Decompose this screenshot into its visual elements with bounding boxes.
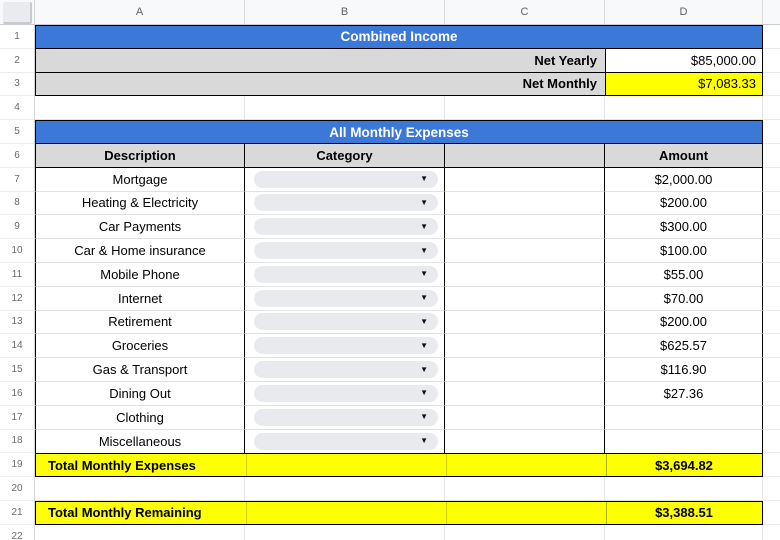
expense-row [35,334,780,358]
empty-cell[interactable] [763,120,780,144]
row-header-16[interactable]: 16 [0,382,34,406]
description-cell[interactable]: Car & Home insurance [35,239,245,263]
category-dropdown[interactable] [254,409,438,426]
dropdown-arrow-icon: ▼ [420,340,428,350]
expense-row [35,430,780,454]
row-header-1[interactable]: 1 [0,25,34,49]
empty-cell[interactable] [445,430,605,454]
expense-row [35,406,780,430]
divider [246,454,247,476]
empty-cell[interactable] [445,525,605,540]
row-header-10[interactable]: 10 [0,239,34,263]
dropdown-arrow-icon: ▼ [420,388,428,398]
empty-cell[interactable] [35,525,245,540]
row-4 [35,96,780,120]
empty-cell[interactable] [763,144,780,168]
empty-cell[interactable] [763,453,780,477]
empty-cell[interactable] [763,263,780,287]
category-dropdown[interactable] [254,433,438,450]
dropdown-arrow-icon: ▼ [420,412,428,422]
description-cell[interactable]: Internet [35,287,245,311]
row-5 [35,120,780,144]
row-22 [35,525,780,540]
column-header-strip [0,0,780,25]
empty-cell[interactable] [763,49,780,73]
amount-cell[interactable]: $116.90 [605,358,763,382]
sheet-body [0,25,780,540]
row-header-8[interactable]: 8 [0,192,34,216]
amount-cell[interactable] [605,406,763,430]
description-cell[interactable]: Car Payments [35,215,245,239]
row-header-9[interactable]: 9 [0,215,34,239]
description-cell[interactable]: Groceries [35,334,245,358]
empty-cell[interactable] [35,96,245,120]
row-2 [35,49,780,73]
row-header-22[interactable]: 22 [0,525,34,540]
expense-row [35,239,780,263]
category-cell [245,406,445,430]
empty-cell[interactable] [763,168,780,192]
empty-cell[interactable] [763,358,780,382]
category-cell [245,263,445,287]
row-20 [35,477,780,501]
category-dropdown[interactable] [254,385,438,402]
row-header-18[interactable]: 18 [0,430,34,454]
divider [606,454,607,476]
row-header-13[interactable]: 13 [0,311,34,335]
expense-row [35,287,780,311]
expense-row [35,215,780,239]
empty-cell[interactable] [445,263,605,287]
empty-cell[interactable] [763,287,780,311]
row-header-17[interactable]: 17 [0,406,34,430]
row-header-6[interactable]: 6 [0,144,34,168]
empty-cell[interactable] [763,192,780,216]
row-header-gutter [0,25,35,540]
dropdown-arrow-icon: ▼ [420,436,428,446]
row-header-15[interactable]: 15 [0,358,34,382]
category-dropdown[interactable] [254,337,438,354]
empty-cell[interactable] [763,311,780,335]
dropdown-arrow-icon: ▼ [420,245,428,255]
empty-cell[interactable] [445,406,605,430]
expense-row [35,263,780,287]
empty-cell[interactable] [445,215,605,239]
empty-cell[interactable] [35,477,245,501]
row-1 [35,25,780,49]
expenses-title-cell[interactable]: All Monthly Expenses [35,120,763,144]
row-header-2[interactable]: 2 [0,49,34,73]
select-all-button[interactable] [0,0,35,24]
description-cell[interactable]: Gas & Transport [35,358,245,382]
description-cell[interactable]: Clothing [35,406,245,430]
select-all-corner-icon [3,2,32,24]
category-cell [245,311,445,335]
divider [446,502,447,524]
empty-cell[interactable] [763,25,780,49]
empty-cell[interactable] [445,239,605,263]
amount-cell[interactable]: $100.00 [605,239,763,263]
empty-cell[interactable] [763,96,780,120]
row-header-11[interactable]: 11 [0,263,34,287]
column-header-a[interactable]: A [35,0,245,24]
empty-cell[interactable] [445,311,605,335]
empty-cell[interactable] [445,358,605,382]
category-cell [245,215,445,239]
total-expenses-label-cell[interactable]: Total Monthly Expenses [48,457,196,473]
empty-cell[interactable] [605,96,763,120]
column-header-c[interactable]: C [445,0,605,24]
combined-income-title-cell[interactable]: Combined Income [35,25,763,49]
blank-header-cell[interactable] [445,144,605,168]
net-yearly-value-cell[interactable]: $85,000.00 [605,49,763,73]
empty-cell[interactable] [763,73,780,97]
category-cell [245,358,445,382]
empty-cell[interactable] [245,477,445,501]
description-header-cell[interactable]: Description [35,144,245,168]
description-cell[interactable]: Mobile Phone [35,263,245,287]
empty-cell[interactable] [245,96,445,120]
empty-cell[interactable] [763,525,780,540]
divider [606,502,607,524]
empty-cell[interactable] [445,477,605,501]
category-cell [245,382,445,406]
category-cell [245,287,445,311]
expense-row [35,192,780,216]
empty-cell[interactable] [445,96,605,120]
amount-cell[interactable]: $625.57 [605,334,763,358]
empty-cell[interactable] [445,192,605,216]
row-header-20[interactable]: 20 [0,477,34,501]
total-expenses-row [35,453,763,477]
row-header-14[interactable]: 14 [0,334,34,358]
amount-cell[interactable]: $200.00 [605,311,763,335]
empty-cell[interactable] [605,525,763,540]
row-21 [35,501,780,525]
description-cell[interactable]: Dining Out [35,382,245,406]
divider [446,454,447,476]
empty-cell[interactable] [763,501,780,525]
net-monthly-label-cell[interactable]: Net Monthly [35,73,605,97]
row-header-19[interactable]: 19 [0,453,34,477]
category-header-cell[interactable]: Category [245,144,445,168]
amount-cell[interactable]: $300.00 [605,215,763,239]
empty-cell[interactable] [763,215,780,239]
dropdown-arrow-icon: ▼ [420,197,428,207]
row-header-5[interactable]: 5 [0,120,34,144]
category-cell [245,168,445,192]
description-cell[interactable]: Retirement [35,311,245,335]
amount-cell[interactable]: $55.00 [605,263,763,287]
cell-grid [35,25,780,540]
net-yearly-label-cell[interactable]: Net Yearly [35,49,605,73]
row-header-7[interactable]: 7 [0,168,34,192]
amount-cell[interactable]: $200.00 [605,192,763,216]
row-6 [35,144,780,168]
amount-cell[interactable]: $27.36 [605,382,763,406]
empty-cell[interactable] [445,334,605,358]
category-dropdown[interactable] [254,266,438,283]
category-dropdown[interactable] [254,290,438,307]
expense-row [35,168,780,192]
column-header-b[interactable]: B [245,0,445,24]
category-dropdown[interactable] [254,218,438,235]
empty-cell[interactable] [763,430,780,454]
empty-cell[interactable] [763,382,780,406]
row-header-12[interactable]: 12 [0,287,34,311]
category-dropdown[interactable] [254,313,438,330]
category-dropdown[interactable] [254,242,438,259]
dropdown-arrow-icon: ▼ [420,221,428,231]
total-expenses-value-cell[interactable]: $3,694.82 [655,457,713,473]
empty-cell[interactable] [445,168,605,192]
total-remaining-label-cell[interactable]: Total Monthly Remaining [48,505,202,521]
dropdown-arrow-icon: ▼ [420,293,428,303]
dropdown-arrow-icon: ▼ [420,364,428,374]
row-header-4[interactable]: 4 [0,96,34,120]
column-header-d[interactable]: D [605,0,763,24]
empty-cell[interactable] [445,287,605,311]
amount-cell[interactable]: $2,000.00 [605,168,763,192]
category-cell [245,239,445,263]
row-header-3[interactable]: 3 [0,73,34,97]
amount-header-cell[interactable]: Amount [605,144,763,168]
description-cell[interactable]: Heating & Electricity [35,192,245,216]
total-remaining-row [35,501,763,525]
category-cell [245,430,445,454]
category-dropdown[interactable] [254,171,438,188]
empty-cell[interactable] [245,525,445,540]
column-header-e-partial[interactable] [763,0,780,24]
amount-cell[interactable] [605,430,763,454]
empty-cell[interactable] [763,239,780,263]
dropdown-arrow-icon: ▼ [420,174,428,184]
dropdown-arrow-icon: ▼ [420,316,428,326]
expense-row [35,358,780,382]
category-cell [245,334,445,358]
empty-cell[interactable] [605,477,763,501]
row-header-21[interactable]: 21 [0,501,34,525]
empty-cell[interactable] [763,406,780,430]
row-3 [35,73,780,97]
amount-cell[interactable]: $70.00 [605,287,763,311]
empty-cell[interactable] [445,382,605,406]
net-monthly-value-cell[interactable]: $7,083.33 [605,73,763,97]
total-remaining-value-cell[interactable]: $3,388.51 [655,505,713,521]
empty-cell[interactable] [763,334,780,358]
description-cell[interactable]: Miscellaneous [35,430,245,454]
dropdown-arrow-icon: ▼ [420,269,428,279]
empty-cell[interactable] [763,477,780,501]
expense-row [35,382,780,406]
description-cell[interactable]: Mortgage [35,168,245,192]
category-cell [245,192,445,216]
category-dropdown[interactable] [254,194,438,211]
divider [246,502,247,524]
row-19 [35,453,780,477]
expense-row [35,311,780,335]
category-dropdown[interactable] [254,361,438,378]
